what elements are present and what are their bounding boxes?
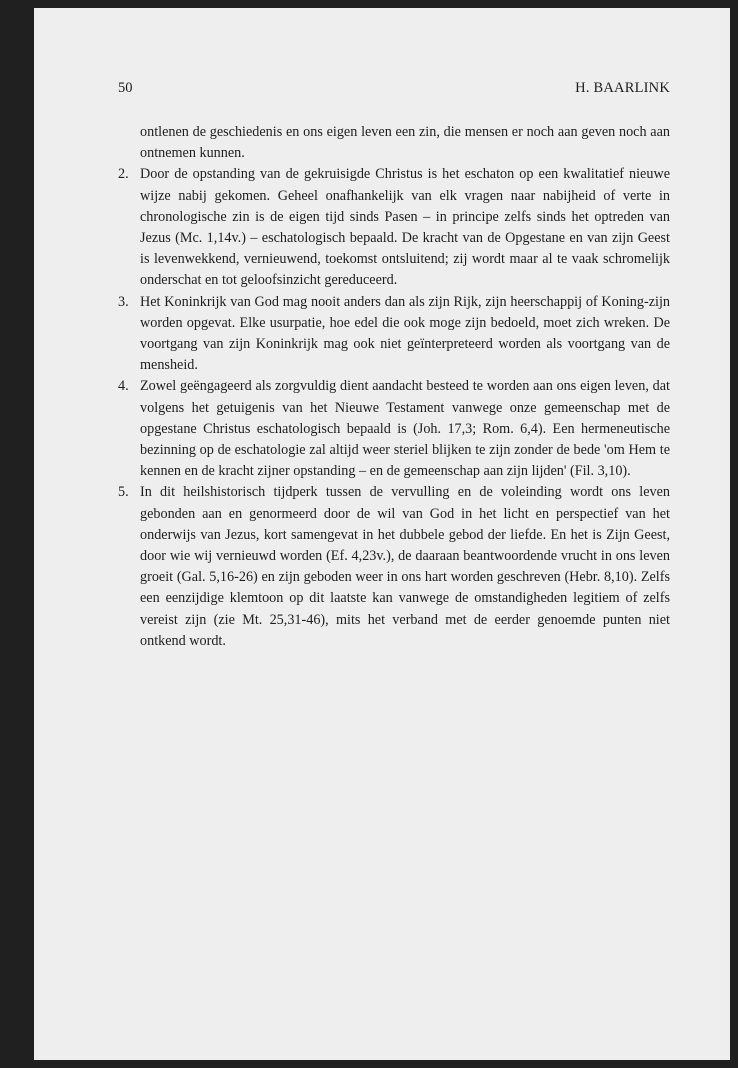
list-item-4 bbox=[118, 376, 670, 482]
list-item-5 bbox=[118, 482, 670, 652]
list-item-3 bbox=[118, 292, 670, 377]
list-item-number: 2. bbox=[118, 166, 129, 183]
list-item-number: 5. bbox=[118, 484, 129, 501]
paragraph-text: In dit heilshistorisch tijdperk tussen de vervulling en de voleinding wordt ons leven gebonden aan en genormeerd door de wil van God in het licht en perspectief van het onderwijs van Jezus, kort samengevat in het dubbele gebod der liefde. En het is Zijn Geest, door wie wij vernieuwd worden (Ef. 4,23v.), de daaraan beantwoordende vrucht in ons leven groeit (Gal. 5,16-26) en zijn geboden weer in ons hart worden geschreven (Hebr. 8,10). Zelfs een eenzijdige klemtoon op dit laatste kan vanwege de omstandigheden legitiem of zelfs vereist zijn (zie Mt. 25,31-46), mits het verband met de eerder genoemde punten niet ontkend wordt. bbox=[140, 484, 670, 649]
list-item-number: 4. bbox=[118, 378, 129, 395]
paragraph-text: Zowel geëngageerd als zorgvuldig dient aandacht besteed te worden aan ons eigen leven, dat volgens het getuigenis van het Nieuwe Testament vanwege onze gemeenschap met de opgestane Christus eschatologisch bepaald is (Joh. 17,3; Rom. 6,4). Een hermeneutische bezinning op de eschatologie zal altijd weer steriel blijken te zijn zonder de bede 'om Hem te kennen en de kracht zijner opstanding – en de gemeenschap aan zijn lijden' (Fil. 3,10). bbox=[140, 378, 670, 480]
list-item-2 bbox=[118, 164, 670, 291]
book-page bbox=[34, 8, 730, 1060]
body-text bbox=[118, 122, 670, 652]
page-number: 50 bbox=[118, 80, 133, 96]
paragraph-text: Het Koninkrijk van God mag nooit anders dan als zijn Rijk, zijn heerschappij of Koning-zijn worden opgevat. Elke usurpatie, hoe edel die ook moge zijn bedoeld, moet zich wreken. De voortgang van zijn Koninkrijk mag ook niet geïnterpreteerd worden als voortgang van de mensheid. bbox=[140, 293, 670, 374]
page-header bbox=[118, 80, 670, 100]
running-head-author: H. BAARLINK bbox=[575, 80, 670, 96]
paragraph-text: ontlenen de geschiedenis en ons eigen leven een zin, die mensen er noch aan geven noch aan ontnemen kunnen. bbox=[140, 124, 670, 162]
paragraph-text: Door de opstanding van de gekruisigde Christus is het eschaton op een kwalitatief nieuwe wijze nabij gekomen. Geheel onafhankelijk van elk vragen naar nabijheid of verte in chronologische zin is de eigen tijd sinds Pasen – in principe zelfs sinds het optreden van Jezus (Mc. 1,14v.) – eschatologisch bepaald. De kracht van de Opgestane en van zijn Geest is levenwekkend, vernieuwend, toekomst ontsluitend; zij wordt maar al te vaak schromelijk onderschat en tot geloofsinzicht gereduceerd. bbox=[140, 166, 670, 289]
list-item-number: 3. bbox=[118, 293, 129, 310]
paragraph-continuation bbox=[118, 122, 670, 164]
